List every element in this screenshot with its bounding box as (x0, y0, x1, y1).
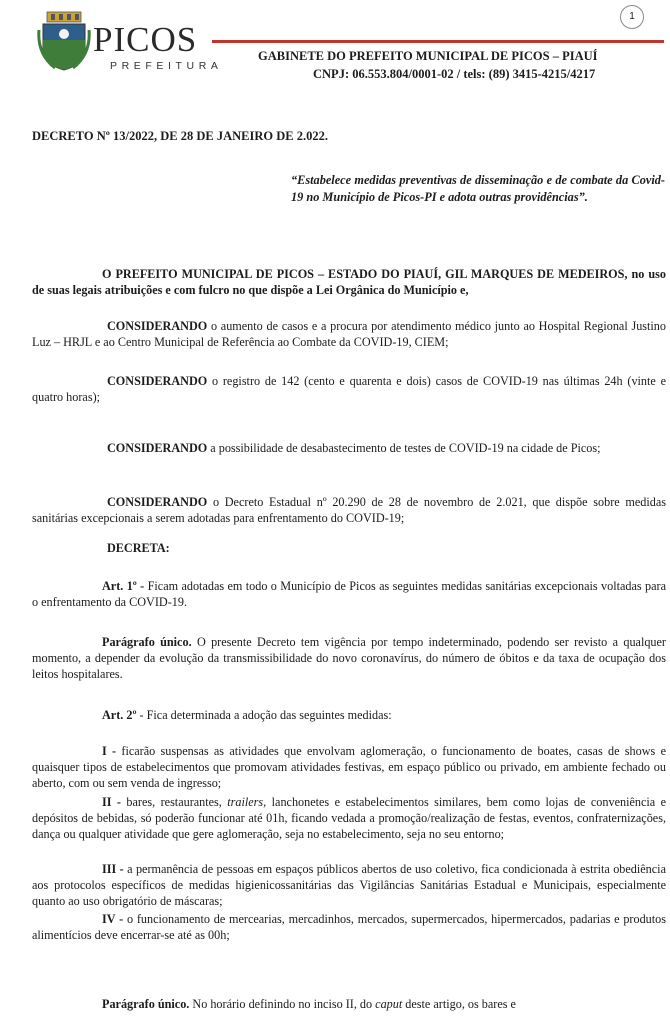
considerando-1 (32, 318, 666, 350)
inciso-text: ficarão suspensas as atividades que envolvam aglomeração, o funcionamento de boates, casas de shows e quaisquer tipos de estabelecimentos que promovam atividades festivas, em espaço público ou privado, em ambiente fechado ou aberto, com ou sem venda de ingresso; (32, 744, 666, 790)
inciso-italic-term: trailers (227, 795, 264, 809)
considerando-label: CONSIDERANDO (107, 319, 208, 333)
inciso-label: I - (102, 744, 117, 758)
article-2 (32, 707, 666, 723)
inciso-text: o funcionamento de mercearias, mercadinhos, mercados, supermercados, hipermercados, padarias e produtos alimentícios deve encerrar-se até as 00h; (32, 912, 666, 942)
inciso-label: III - (102, 862, 124, 876)
paragraph-text: deste artigo, os bares e (402, 997, 516, 1011)
inciso-3 (32, 861, 666, 909)
considerando-label: CONSIDERANDO (107, 374, 208, 388)
inciso-1 (32, 743, 666, 791)
considerando-text: a possibilidade de desabastecimento de testes de COVID-19 na cidade de Picos; (207, 441, 601, 455)
inciso-text: bares, restaurantes, (120, 795, 228, 809)
considerando-text: o Decreto Estadual nº 20.290 de 28 de novembro de 2.021, que dispõe sobre medidas sanitárias excepcionais a serem adotadas para enfrentamento do COVID-19; (32, 495, 666, 525)
inciso-text: , lanchonetes e estabelecimentos similares, bem como lojas de conveniência e depósitos de bebidas, só poderão funcionar até 01h, ficando vedada a promoção/realização de festas, eventos, confraternizações, dança ou qualquer atividade que gere aglomeração, seja no estabelecimento, seja no seu entorno; (32, 795, 667, 841)
considerando-3 (32, 433, 666, 463)
paragraph-label: Parágrafo único. (102, 635, 192, 649)
paragraph-text: O presente Decreto tem vigência por tempo indeterminado, podendo ser revisto a qualquer momento, a depender da evolução da transmissibilidade do novo coronavírus, do número de óbitos e da taxa de ocupação dos leitos hospitalares. (32, 635, 666, 681)
logo-subtitle: PREFEITURA (110, 60, 223, 72)
logo-wordmark: PICOS (93, 20, 198, 59)
considerando-label: CONSIDERANDO (107, 441, 208, 455)
paragraph-label: Parágrafo único. (102, 997, 190, 1011)
article-label: Art. 2º (102, 708, 137, 722)
inciso-2 (32, 794, 666, 842)
header-divider (212, 40, 664, 43)
article-text: - Fica determinada a adoção das seguintes medidas: (136, 708, 392, 722)
decree-title: DECRETO Nº 13/2022, DE 28 DE JANEIRO DE 2.022. (32, 129, 328, 143)
paragraph-text: No horário definindo no inciso II, do (189, 997, 376, 1011)
municipal-crest-icon (37, 10, 91, 72)
decree-ementa: “Estabelece medidas preventivas de disseminação e de combate da Covid-19 no Município de Picos-PI e adota outras providências”. (291, 173, 665, 204)
inciso-text: a permanência de pessoas em espaços públicos abertos de uso coletivo, fica condicionada à estrita obediência aos protocolos específicos de medidas higienicossanitárias das Vigilâncias Sanitárias Estadual e Municipais, especialmente quanto ao uso obrigatório de máscaras; (32, 862, 666, 908)
considerando-text: o aumento de casos e a procura por atendimento médico junto ao Hospital Regional Justino Luz – HRJL e ao Centro Municipal de Referência ao Combate da COVID-19, CIEM; (32, 319, 666, 349)
considerando-2 (32, 373, 666, 405)
paragraph-single-1 (32, 634, 666, 682)
article-1 (32, 578, 666, 610)
decreta-heading: DECRETA: (107, 541, 170, 555)
office-heading: GABINETE DO PREFEITO MUNICIPAL DE PICOS – PIAUÍ (258, 49, 598, 63)
inciso-4 (32, 911, 666, 943)
paragraph-single-2 (32, 996, 666, 1012)
article-text: Ficam adotadas em todo o Município de Picos as seguintes medidas sanitárias excepcionais voltadas para o enfrentamento da COVID-19. (32, 579, 666, 609)
article-label: Art. 1º - (102, 579, 145, 593)
considerando-4 (32, 494, 666, 526)
contact-line: CNPJ: 06.553.804/0001-02 / tels: (89) 3415-4215/4217 (313, 67, 596, 81)
page-number: 1 (620, 5, 644, 29)
inciso-label: IV - (102, 912, 124, 926)
paragraph-italic-term: caput (375, 997, 403, 1011)
considerando-label: CONSIDERANDO (107, 495, 208, 509)
inciso-label: II - (102, 795, 121, 809)
considerando-text: o registro de 142 (cento e quarenta e dois) casos de COVID-19 nas últimas 24h (vinte e quatro horas); (32, 374, 666, 404)
preamble: O PREFEITO MUNICIPAL DE PICOS – ESTADO DO PIAUÍ, GIL MARQUES DE MEDEIROS, no uso de suas legais atribuições e com fulcro no que dispõe a Lei Orgânica do Município e, (32, 267, 666, 297)
